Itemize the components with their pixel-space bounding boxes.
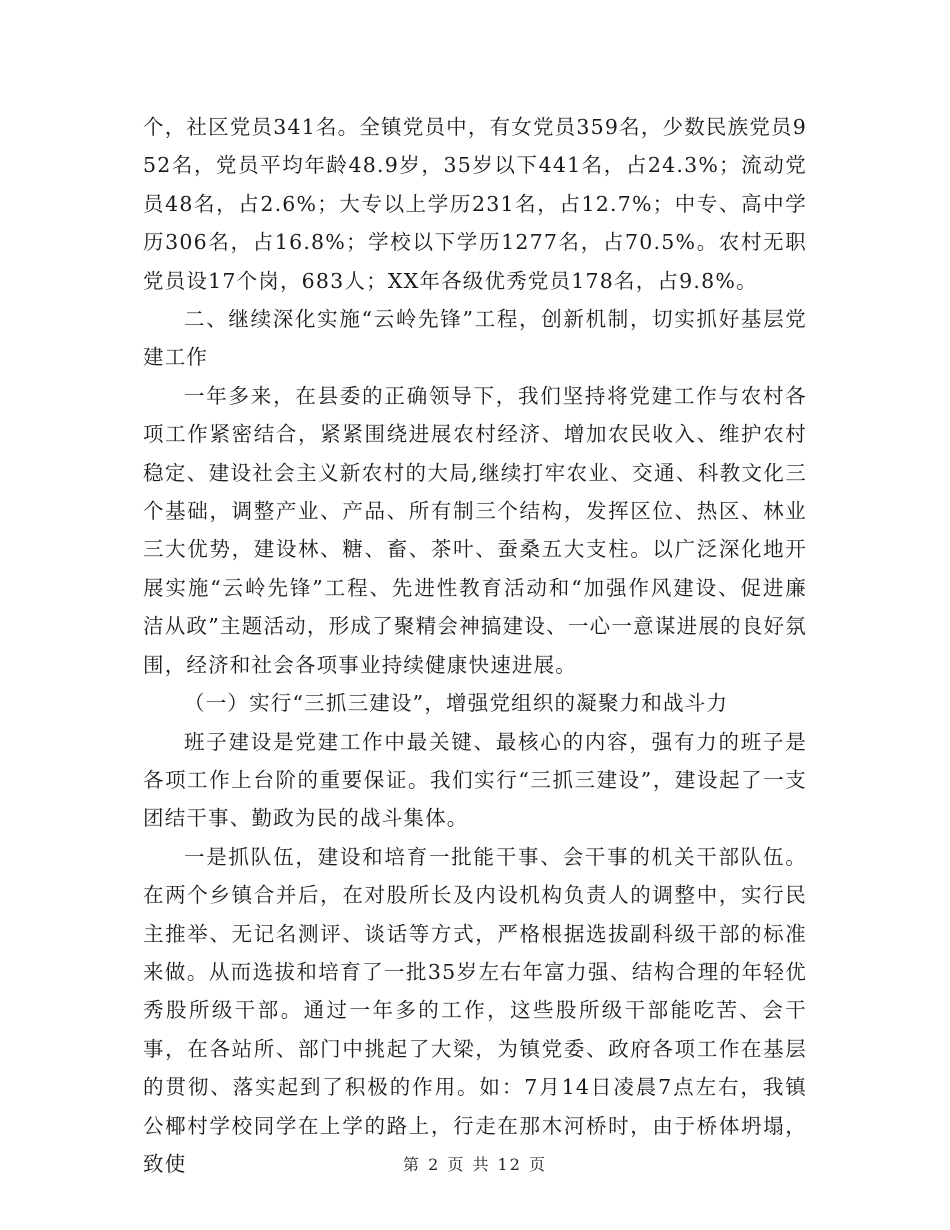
page-footer: 第 2 页 共 12 页 — [403, 1155, 547, 1174]
paragraph-statistics: 个，社区党员341名。全镇党员中，有女党员359名，少数民族党员952名，党员平均年龄48.9岁，35岁以下441名，占24.3%；流动党员48名，占2.6%；大专以上学历231名，占12.7%；中专、高中学历306名，占16.8%；学校以下学历1277名，占70.5%。农村无职党员设17个岗，683人；XX年各级优秀党员178名，占9.8%。 — [143, 115, 807, 293]
document-body — [143, 108, 807, 1183]
paragraph-cadre-team: 一是抓队伍，建设和培育一批能干事、会干事的机关干部队伍。在两个乡镇合并后，在对股所长及内设机构负责人的调整中，实行民主推举、无记名测评、谈话等方式，严格根据选拔副科级干部的标准来做。从而选拔和培育了一批35岁左右年富力强、结构合理的年轻优秀股所级干部。通过一年多的工作，这些股所级干部能吃苦、会干事，在各站所、部门中挑起了大梁，为镇党委、政府各项工作在基层的贯彻、落实起到了积极的作用。如：7月14日凌晨7点左右，我镇公椰村学校同学在上学的路上，行走在那木河桥时，由于桥体坍塌，致使 — [143, 844, 807, 1176]
section-heading-2: 二、继续深化实施“云岭先锋”工程，创新机制，切实抓好基层党建工作 — [143, 307, 807, 370]
paragraph-overview: 一年多来，在县委的正确领导下，我们坚持将党建工作与农村各项工作紧密结合，紧紧围绕进展农村经济、增加农民收入、维护农村稳定、建设社会主义新农村的大局,继续打牢农业、交通、科教文化三个基础，调整产业、产品、所有制三个结构，发挥区位、热区、林业三大优势，建设林、糖、畜、茶叶、蚕桑五大支柱。以广泛深化地开展实施“云岭先锋”工程、先进性教育活动和“加强作风建设、促进廉洁从政”主题活动，形成了聚精会神搞建设、一心一意谋进展的良好氛围，经济和社会各项事业持续健康快速进展。 — [143, 383, 807, 677]
subsection-heading-1: （一）实行“三抓三建设”，增强党组织的凝聚力和战斗力 — [184, 691, 729, 716]
paragraph-team-building: 班子建设是党建工作中最关键、最核心的内容，强有力的班子是各项工作上台阶的重要保证。我们实行“三抓三建设”，建设起了一支团结干事、勤政为民的战斗集体。 — [143, 729, 807, 831]
